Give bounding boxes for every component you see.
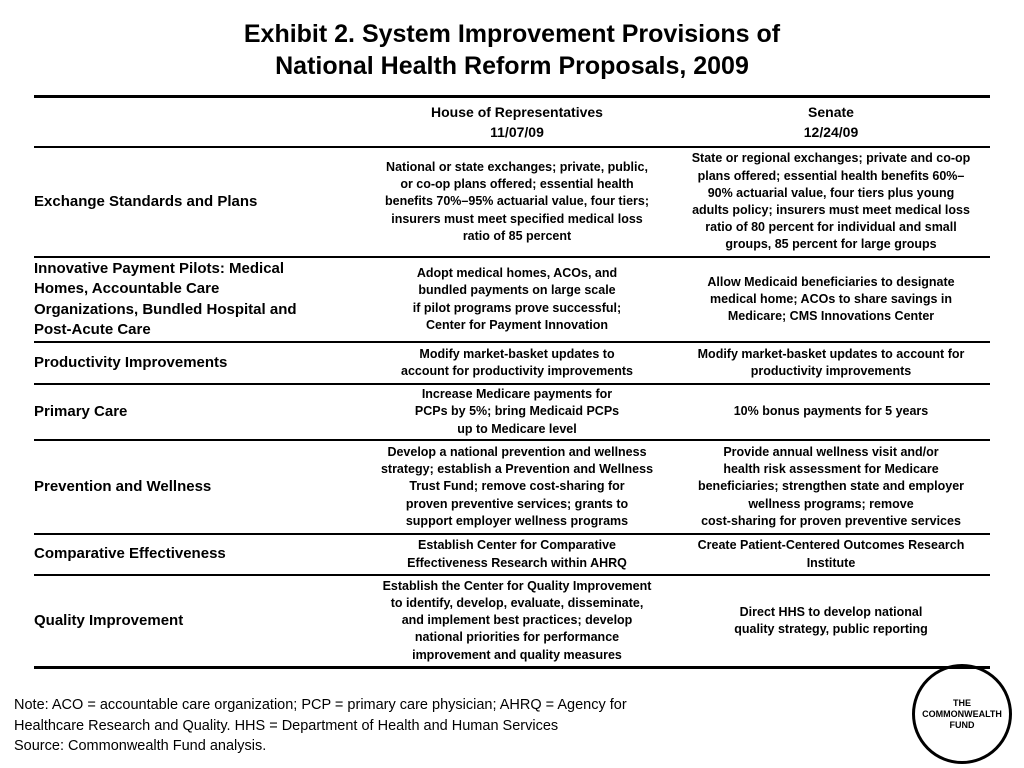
- senate-provision-line: productivity improvements: [750, 364, 912, 378]
- house-provision: [362, 147, 672, 257]
- senate-provision-line: Create Patient-Centered Outcomes Research: [697, 538, 965, 553]
- senate-provision-line: 90% actuarial value, four tiers plus young: [707, 185, 955, 200]
- row-label-line: Homes, Accountable Care: [34, 280, 220, 297]
- house-provision-line: Center for Payment Innovation: [426, 317, 608, 332]
- header-house: [362, 97, 672, 148]
- logo-line-1: THE: [952, 697, 971, 708]
- house-provision-line: PCPs by 5%; bring Medicaid PCPs: [414, 404, 620, 419]
- row-label: [34, 342, 362, 384]
- senate-provision: [672, 257, 990, 342]
- row-label: [34, 384, 362, 440]
- row-label: [34, 147, 362, 257]
- senate-provision-line: beneficiaries; strengthen state and employer: [697, 479, 965, 494]
- header-senate-date: 12/24/09: [803, 124, 859, 140]
- house-provision-line: up to Medicare level: [457, 421, 577, 436]
- house-provision-line: Develop a national prevention and wellness: [387, 444, 647, 459]
- house-provision-line: Adopt medical homes, ACOs, and: [416, 266, 618, 281]
- table-row: [34, 534, 990, 575]
- house-provision-line: bundled payments on large scale: [418, 283, 616, 298]
- footnote-line-2: Healthcare Research and Quality. HHS = Department of Health and Human Services: [14, 717, 559, 734]
- house-provision-line: benefits 70%–95% actuarial value, four tiers;: [385, 194, 649, 209]
- table-row: [34, 342, 990, 384]
- logo-line-3: FUND: [949, 719, 975, 730]
- senate-provision-line: Institute: [806, 555, 856, 570]
- table-header-row: [34, 97, 990, 148]
- house-provision-line: Effectiveness Research within AHRQ: [407, 555, 627, 570]
- senate-provision: [672, 147, 990, 257]
- house-provision-line: proven preventive services; grants to: [405, 496, 629, 511]
- senate-provision-line: 10% bonus payments for 5 years: [733, 404, 929, 419]
- header-house-date: 11/07/09: [490, 124, 544, 140]
- row-label-line: Primary Care: [34, 402, 128, 420]
- house-provision-line: improvement and quality measures: [412, 647, 622, 662]
- senate-provision-line: adults policy; insurers must meet medical loss: [692, 203, 970, 217]
- source-line: Source: Commonwealth Fund analysis.: [14, 738, 267, 754]
- senate-provision-line: Direct HHS to develop national: [739, 604, 923, 619]
- senate-provision-line: Modify market-basket updates to account for: [697, 346, 965, 361]
- header-blank: [34, 97, 362, 148]
- commonwealth-fund-logo: [912, 664, 1012, 764]
- logo-line-2: COMMONWEALTH: [922, 708, 1002, 719]
- row-label: [34, 440, 362, 534]
- row-label-line: Comparative Effectiveness: [34, 545, 226, 563]
- footnote: [14, 695, 627, 757]
- house-provision-line: Increase Medicare payments for: [421, 387, 613, 402]
- senate-provision-line: cost-sharing for proven preventive services: [701, 513, 961, 528]
- house-provision-line: Trust Fund; remove cost-sharing for: [409, 479, 625, 494]
- house-provision-line: national priorities for performance: [414, 630, 620, 645]
- title-line-1: Exhibit 2. System Improvement Provisions of: [243, 20, 781, 48]
- senate-provision-line: wellness programs; remove: [748, 496, 914, 511]
- house-provision-line: National or state exchanges; private, public,: [386, 159, 648, 174]
- header-senate: [672, 97, 990, 148]
- title-line-2: National Health Reform Proposals, 2009: [275, 52, 749, 80]
- senate-provision-line: medical home; ACOs to share savings in: [710, 291, 952, 306]
- house-provision-line: and implement best practices; develop: [401, 613, 633, 628]
- house-provision-line: or co-op plans offered; essential health: [400, 177, 634, 192]
- row-label-line: Exchange Standards and Plans: [34, 192, 258, 210]
- senate-provision-line: Provide annual wellness visit and/or: [723, 444, 939, 459]
- senate-provision: [672, 384, 990, 440]
- house-provision-line: Establish Center for Comparative: [418, 538, 616, 553]
- row-label-line: Quality Improvement: [34, 611, 184, 629]
- table-row: [34, 147, 990, 257]
- senate-provision-line: plans offered; essential health benefits 60%–: [697, 168, 965, 183]
- senate-provision: [672, 440, 990, 534]
- page-title: [0, 18, 1024, 82]
- house-provision: [362, 257, 672, 342]
- row-label: [34, 534, 362, 575]
- house-provision-line: Establish the Center for Quality Improvement: [382, 578, 652, 593]
- house-provision-line: support employer wellness programs: [405, 513, 629, 528]
- house-provision-line: insurers must meet specified medical loss: [391, 211, 643, 226]
- senate-provision-line: health risk assessment for Medicare: [723, 462, 939, 477]
- row-label-line: Innovative Payment Pilots: Medical: [34, 259, 285, 277]
- header-senate-name: Senate: [808, 104, 854, 120]
- house-provision-line: to identify, develop, evaluate, disseminate,: [390, 595, 644, 610]
- house-provision: [362, 342, 672, 384]
- provisions-table: [34, 95, 990, 669]
- row-label: [34, 257, 362, 342]
- row-label-line: Post-Acute Care: [34, 321, 151, 338]
- table-row: [34, 384, 990, 440]
- house-provision: [362, 534, 672, 575]
- senate-provision-line: groups, 85 percent for large groups: [725, 237, 937, 252]
- house-provision-line: if pilot programs prove successful;: [412, 300, 622, 315]
- senate-provision-line: quality strategy, public reporting: [734, 621, 928, 636]
- row-label-line: Prevention and Wellness: [34, 477, 212, 495]
- senate-provision: [672, 534, 990, 575]
- house-provision-line: account for productivity improvements: [401, 364, 633, 378]
- senate-provision-line: ratio of 80 percent for individual and small: [705, 220, 957, 235]
- footnote-line-1: Note: ACO = accountable care organization; PCP = primary care physician; AHRQ = Agency for: [14, 697, 627, 713]
- senate-provision-line: Medicare; CMS Innovations Center: [727, 309, 935, 324]
- house-provision: [362, 575, 672, 667]
- row-label-line: Organizations, Bundled Hospital and: [34, 300, 297, 318]
- senate-provision: [672, 575, 990, 667]
- header-house-name: House of Representatives: [431, 104, 603, 120]
- table-row: [34, 257, 990, 342]
- house-provision: [362, 440, 672, 534]
- senate-provision-line: Allow Medicaid beneficiaries to designate: [707, 274, 955, 289]
- row-label-line: Productivity Improvements: [34, 353, 228, 371]
- table-row: [34, 440, 990, 534]
- table-row: [34, 575, 990, 667]
- row-label: [34, 575, 362, 667]
- house-provision-line: strategy; establish a Prevention and Wellness: [380, 462, 654, 477]
- senate-provision-line: State or regional exchanges; private and co-op: [691, 151, 971, 166]
- house-provision: [362, 384, 672, 440]
- house-provision-line: ratio of 85 percent: [462, 228, 572, 243]
- house-provision-line: Modify market-basket updates to: [419, 346, 615, 361]
- senate-provision: [672, 342, 990, 384]
